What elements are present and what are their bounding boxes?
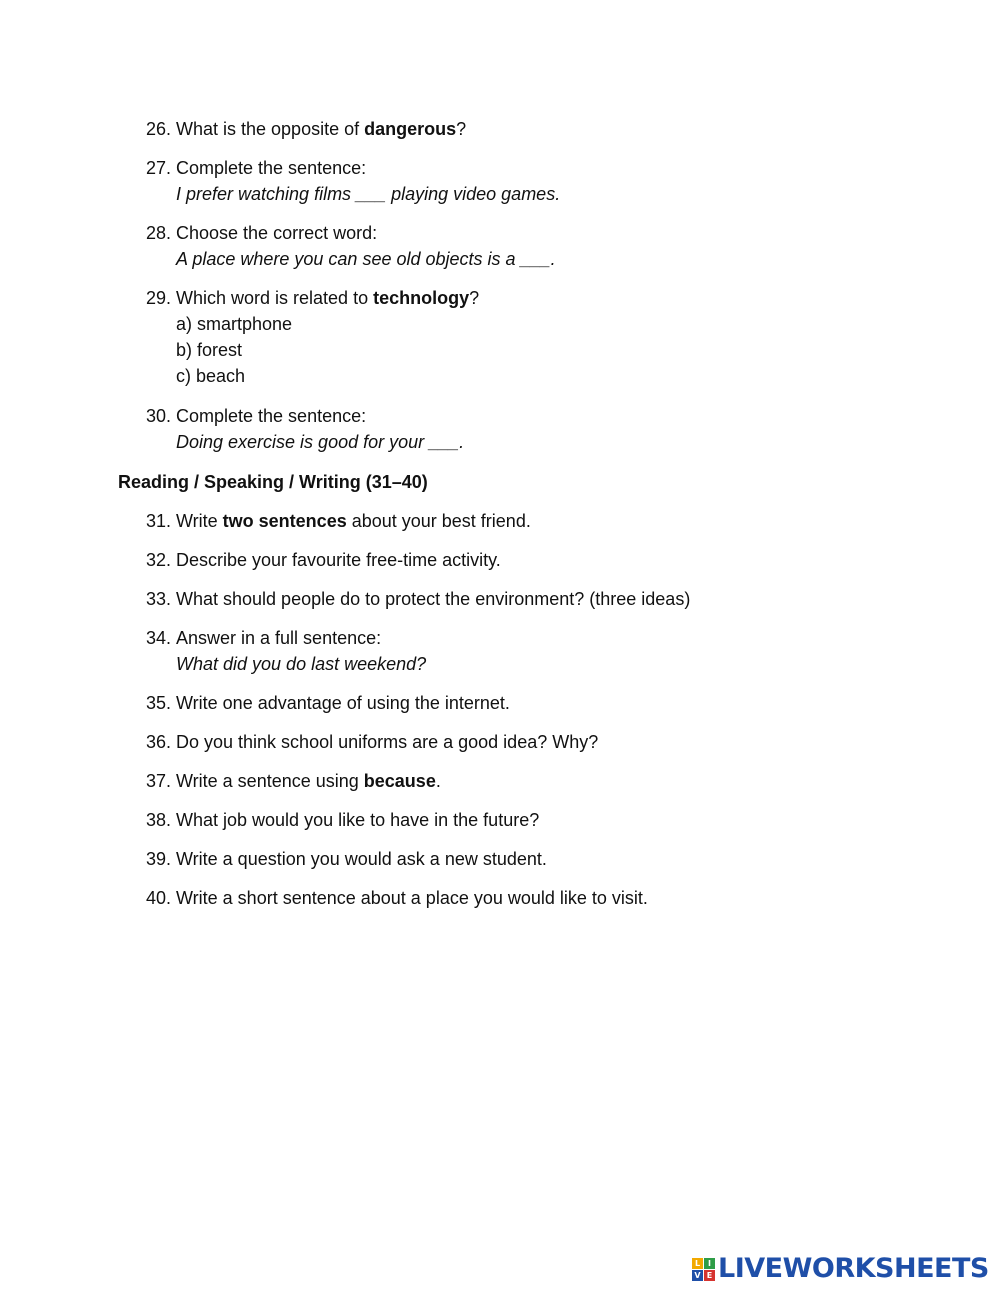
question-number: 32. — [146, 550, 172, 570]
question-text: Describe your favourite free-time activity. — [176, 550, 501, 570]
question-number: 37. — [146, 771, 172, 791]
question-text: Write a sentence using because. — [176, 771, 441, 791]
question-number: 34. — [146, 628, 172, 648]
answer-option-a: a) smartphone — [176, 314, 293, 334]
question-number: 33. — [146, 589, 172, 609]
question-27 — [146, 155, 560, 207]
logo-badge-icon — [692, 1258, 715, 1281]
question-example: Doing exercise is good for your ___. — [176, 432, 465, 452]
question-30 — [146, 403, 464, 455]
answer-option-c: c) beach — [176, 366, 246, 386]
question-text: Answer in a full sentence: — [176, 628, 382, 648]
question-text: Which word is related to technology? — [176, 288, 480, 308]
question-text: What is the opposite of dangerous? — [176, 119, 467, 139]
question-34 — [146, 625, 426, 677]
question-37 — [146, 768, 441, 794]
logo-badge-letter: V — [692, 1270, 703, 1281]
question-number: 27. — [146, 158, 172, 178]
question-example: A place where you can see old objects is a ___. — [176, 249, 556, 269]
question-number: 39. — [146, 849, 172, 869]
question-39 — [146, 846, 547, 872]
question-text: Write a question you would ask a new student. — [176, 849, 547, 869]
question-text: Do you think school uniforms are a good idea? Why? — [176, 732, 599, 752]
question-example: I prefer watching films ___ playing video games. — [176, 184, 561, 204]
answer-option-b: b) forest — [176, 340, 243, 360]
question-number: 26. — [146, 119, 172, 139]
logo-badge-letter: I — [704, 1258, 715, 1269]
liveworksheets-logo[interactable] — [692, 1254, 989, 1284]
question-number: 35. — [146, 693, 172, 713]
section-heading: Reading / Speaking / Writing (31–40) — [118, 472, 428, 492]
question-38 — [146, 807, 539, 833]
question-number: 28. — [146, 223, 172, 243]
question-text: Choose the correct word: — [176, 223, 378, 243]
question-example: What did you do last weekend? — [176, 654, 427, 674]
question-number: 30. — [146, 406, 172, 426]
logo-badge-letter: L — [692, 1258, 703, 1269]
question-number: 40. — [146, 888, 172, 908]
question-number: 36. — [146, 732, 172, 752]
question-36 — [146, 729, 598, 755]
question-40 — [146, 885, 648, 911]
question-text: Write a short sentence about a place you would like to visit. — [176, 888, 648, 908]
logo-wordmark: LIVEWORKSHEETS — [718, 1253, 989, 1284]
question-31 — [146, 508, 531, 534]
question-text: Complete the sentence: — [176, 406, 367, 426]
question-32 — [146, 547, 501, 573]
question-number: 38. — [146, 810, 172, 830]
question-number: 31. — [146, 511, 172, 531]
logo-badge-letter: E — [704, 1270, 715, 1281]
question-text: Write one advantage of using the internet. — [176, 693, 510, 713]
question-text: Complete the sentence: — [176, 158, 367, 178]
question-26 — [146, 116, 466, 142]
question-28 — [146, 220, 556, 272]
question-33 — [146, 586, 690, 612]
question-35 — [146, 690, 510, 716]
question-29 — [146, 285, 479, 389]
question-text: What should people do to protect the environment? (three ideas) — [176, 589, 691, 609]
question-text: Write two sentences about your best friend. — [176, 511, 531, 531]
question-number: 29. — [146, 288, 172, 308]
question-text: What job would you like to have in the future? — [176, 810, 540, 830]
